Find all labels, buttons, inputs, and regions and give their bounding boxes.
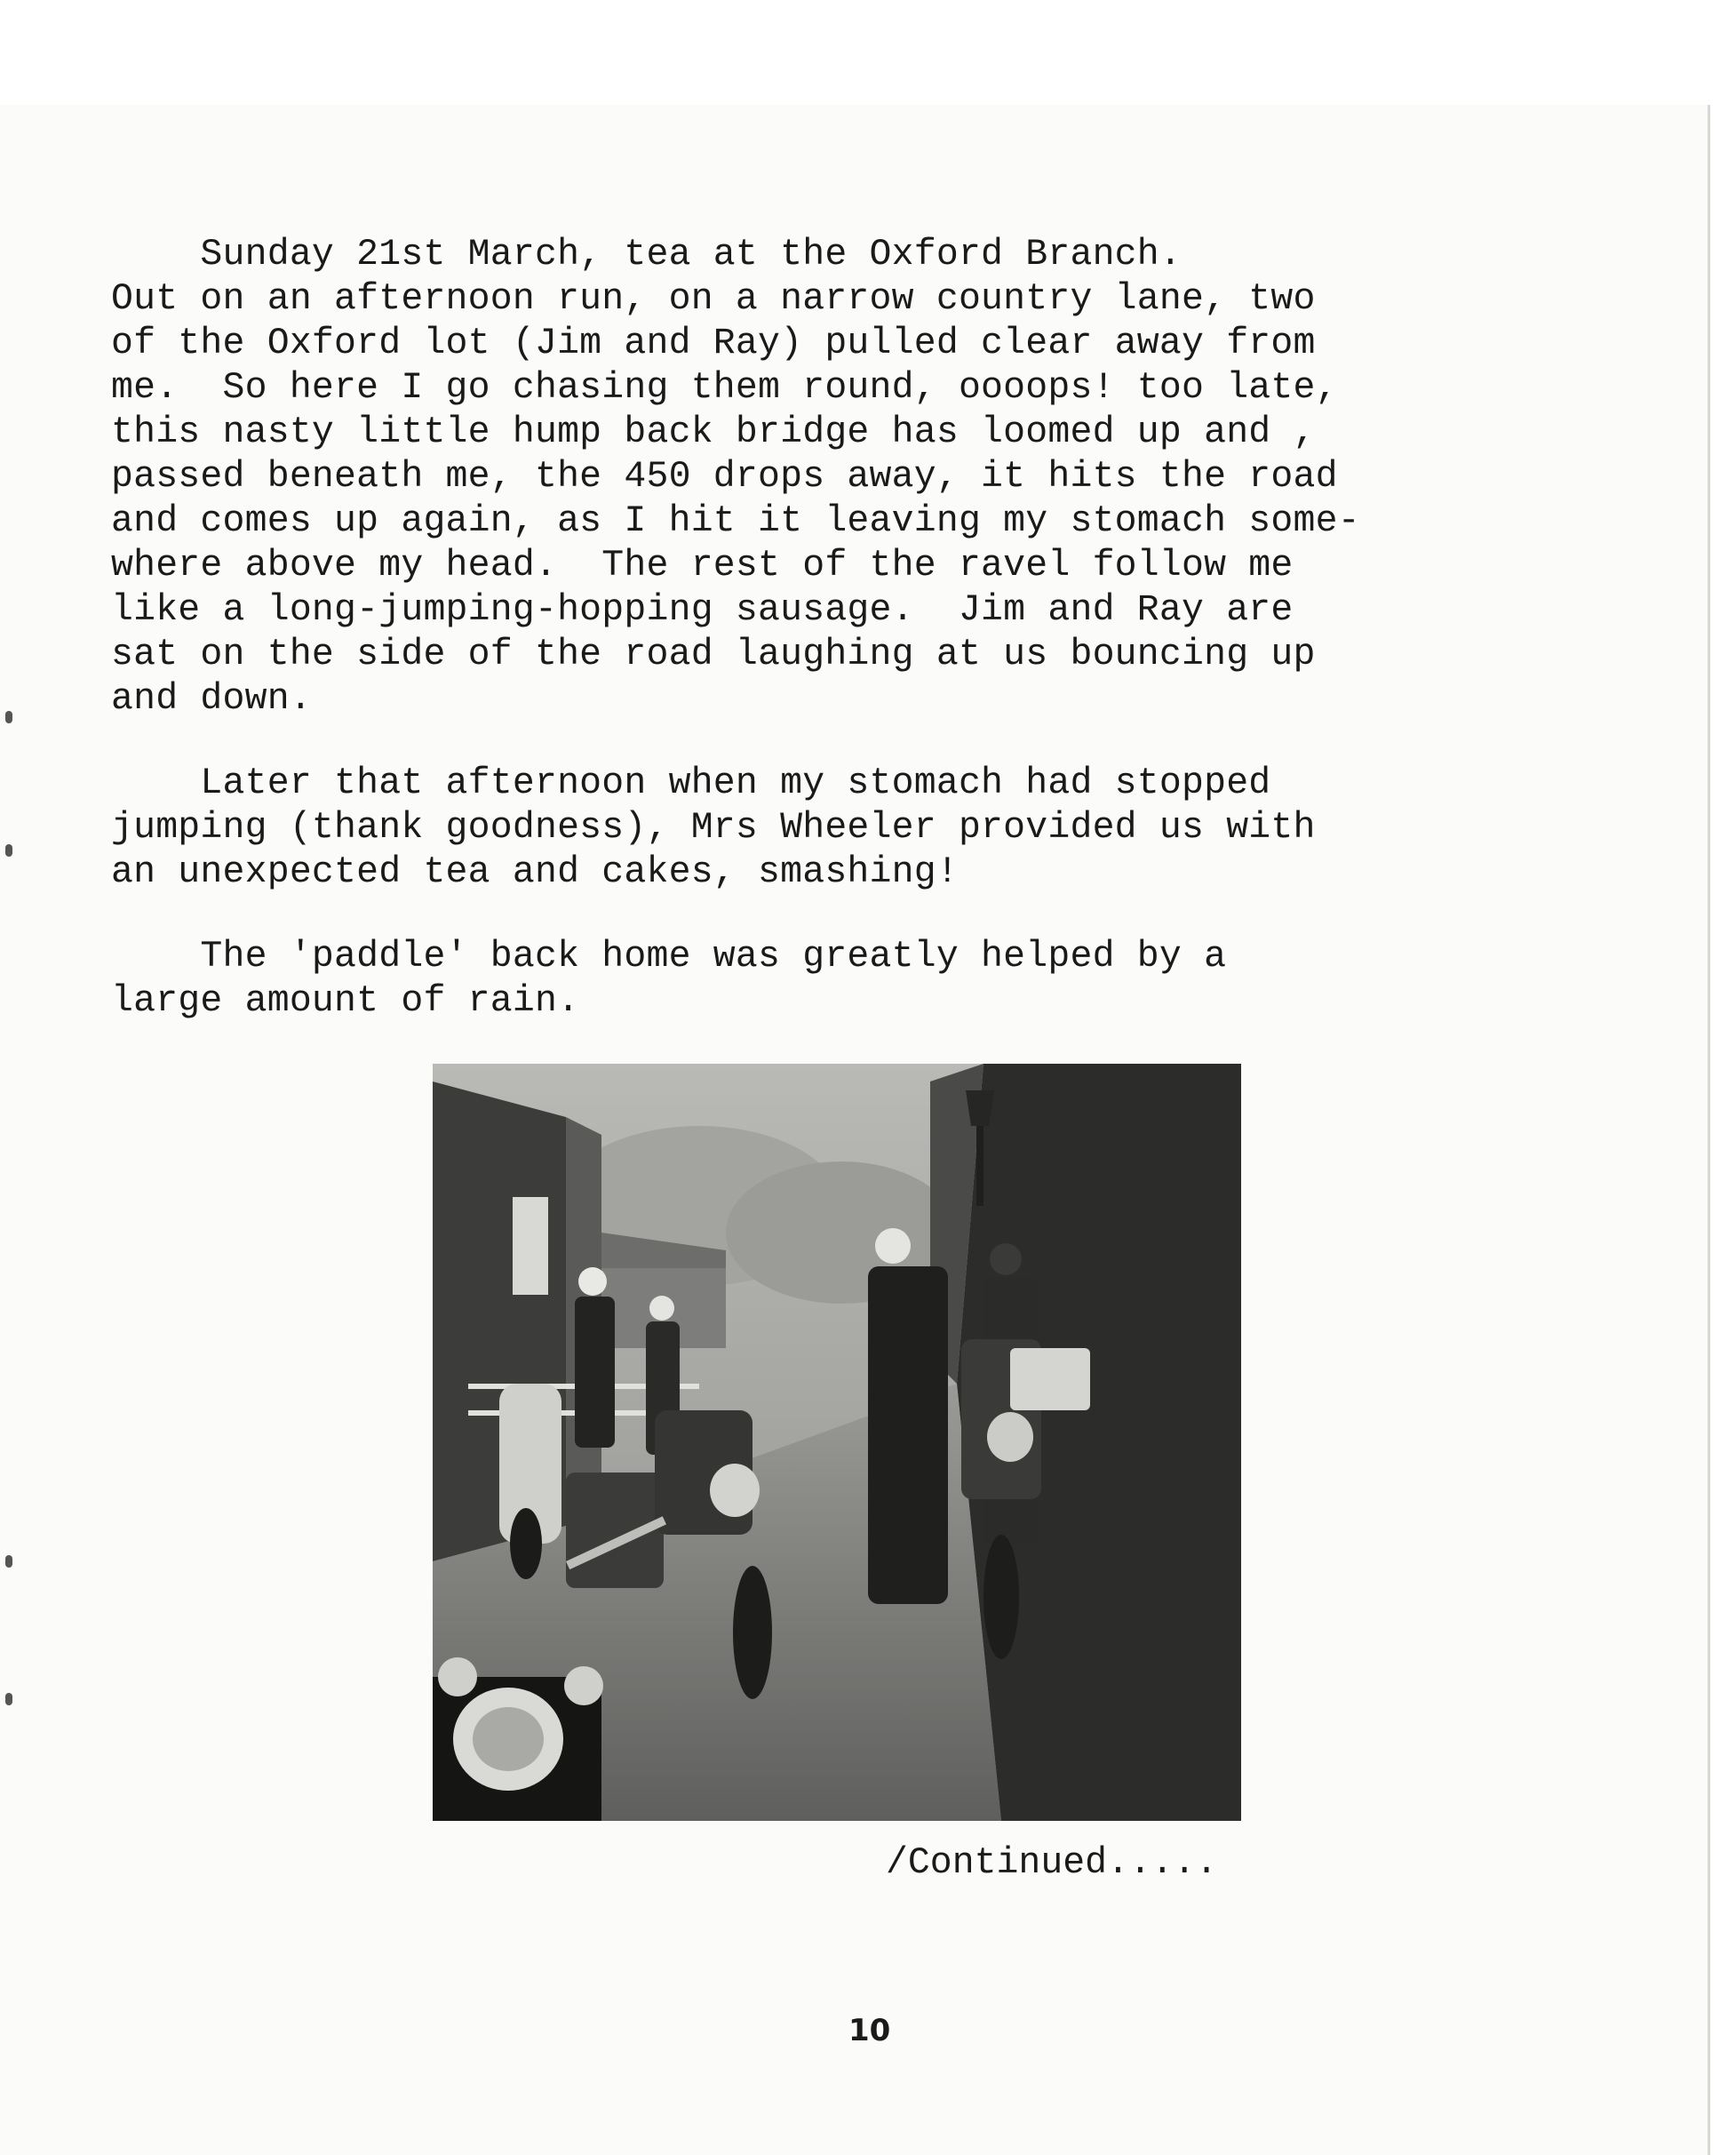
text-line: large amount of rain. xyxy=(111,980,580,1022)
text-line: this nasty little hump back bridge has loomed up and , xyxy=(111,411,1316,453)
motorcycles-photo xyxy=(433,1064,1241,1821)
paragraph-2 xyxy=(111,762,1621,895)
text-line: an unexpected tea and cakes, smashing! xyxy=(111,851,959,893)
text-line: and down. xyxy=(111,678,312,720)
text-line: passed beneath me, the 450 drops away, it hits the road xyxy=(111,456,1338,498)
text-line: of the Oxford lot (Jim and Ray) pulled clear away from xyxy=(111,323,1316,364)
text-line: Sunday 21st March, tea at the Oxford Branch. xyxy=(111,234,1182,275)
text-line: Out on an afternoon run, on a narrow country lane, two xyxy=(111,278,1316,320)
text-line: me. So here I go chasing them round, oooops! too late, xyxy=(111,367,1338,409)
paragraph-1 xyxy=(111,233,1621,722)
text-line: Later that afternoon when my stomach had stopped xyxy=(111,762,1271,804)
text-line: sat on the side of the road laughing at us bouncing up xyxy=(111,634,1316,675)
paragraph-3 xyxy=(111,935,1621,1024)
page-number: 10 xyxy=(848,2013,891,2048)
text-line: jumping (thank goodness), Mrs Wheeler provided us with xyxy=(111,807,1316,849)
text-line: and comes up again, as I hit it leaving my stomach some- xyxy=(111,500,1360,542)
scan-top-margin xyxy=(0,0,1736,105)
text-line: The 'paddle' back home was greatly helped by a xyxy=(111,936,1227,978)
article-body xyxy=(111,233,1621,1064)
text-line: where above my head. The rest of the ravel follow me xyxy=(111,545,1294,587)
text-line: like a long-jumping-hopping sausage. Jim and Ray are xyxy=(111,589,1294,631)
continued-note: /Continued..... xyxy=(886,1842,1218,1884)
